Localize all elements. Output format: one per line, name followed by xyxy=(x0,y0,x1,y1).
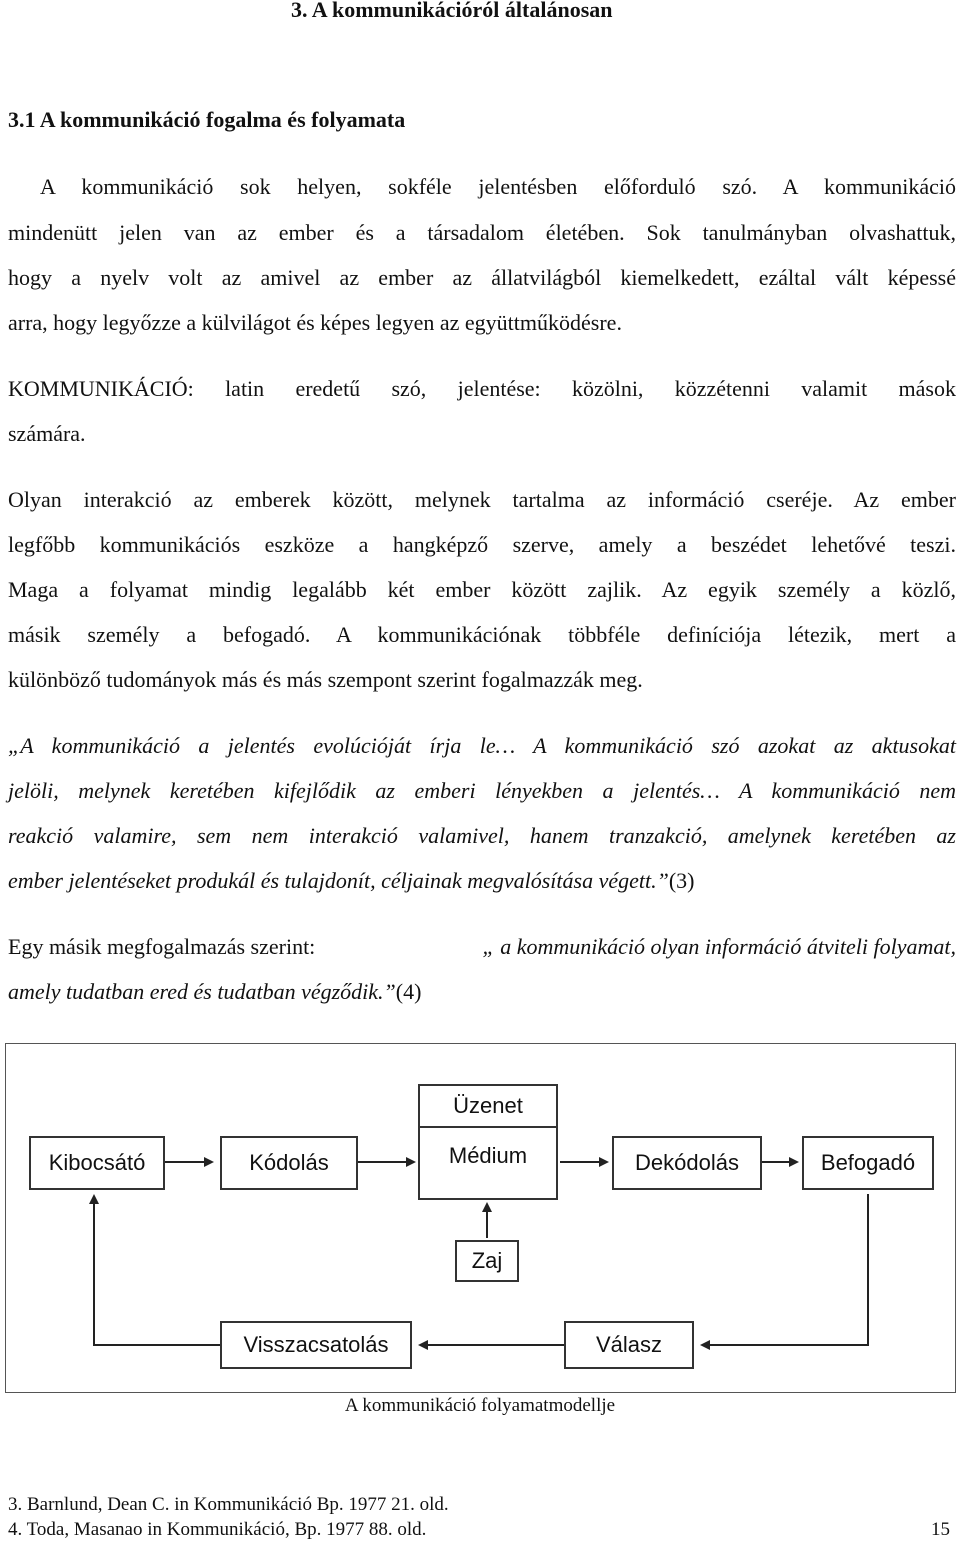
paragraph3-line: legfőbb kommunikációs eszköze a hangképző szerve, amely a beszédet lehetővé teszi. xyxy=(8,532,956,557)
quote2-intro: Egy másik megfogalmazás szerint: xyxy=(8,934,316,959)
node-medium: Médium xyxy=(448,1143,528,1168)
quote1-reference: (3) xyxy=(668,868,695,893)
paragraph1-line: mindenütt jelen van az ember és a társadalom életében. Sok tanulmányban olvashattuk, xyxy=(8,220,956,245)
footnote: 4. Toda, Masanao in Kommunikáció, Bp. 1977 88. old. xyxy=(8,1519,427,1540)
quote1-text: ember jelentéseket produkál és tulajdonít, céljainak megvalósítása végett.” xyxy=(8,868,669,893)
node-dekodolas: Dekódolás xyxy=(612,1136,762,1190)
paragraph2-line: KOMMUNIKÁCIÓ: latin eredetű szó, jelentése: közölni, közzétenni valamit mások xyxy=(8,376,956,401)
paragraph2-line: számára. xyxy=(8,421,86,446)
quote1-line: reakció valamire, sem nem interakció valamivel, hanem tranzakció, amelynek keretében az xyxy=(8,823,956,848)
diagram-caption: A kommunikáció folyamatmodellje xyxy=(344,1395,616,1416)
node-zaj: Zaj xyxy=(455,1240,519,1282)
node-befogado: Befogadó xyxy=(802,1136,934,1190)
node-uzenet: Üzenet xyxy=(420,1086,556,1128)
node-kibocsato: Kibocsátó xyxy=(29,1136,165,1190)
quote1-line: „A kommunikáció a jelentés evolúcióját írja le… A kommunikáció szó azokat az aktusokat xyxy=(8,733,956,758)
node-valasz: Válasz xyxy=(564,1321,694,1369)
page-number: 15 xyxy=(931,1519,950,1540)
quote2-text: „ a kommunikáció olyan információ átviteli folyamat, xyxy=(482,934,956,959)
chapter-title: 3. A kommunikációról általánosan xyxy=(291,0,613,22)
paragraph1-line: hogy a nyelv volt az amivel az ember az állatvilágból kiemelkedett, ezáltal vált képessé xyxy=(8,265,956,290)
paragraph1-line: A kommunikáció sok helyen, sokféle jelentésben előforduló szó. A kommunikáció xyxy=(40,174,956,199)
footnote: 3. Barnlund, Dean C. in Kommunikáció Bp. 1977 21. old. xyxy=(8,1494,449,1515)
paragraph3-line: Olyan interakció az emberek között, melynek tartalma az információ cseréje. Az ember xyxy=(8,487,956,512)
quote1-line: jelöli, melynek keretében kifejlődik az emberi lényekben a jelentés… A kommunikáció nem xyxy=(8,778,956,803)
node-kodolas: Kódolás xyxy=(220,1136,358,1190)
quote2-reference: (4) xyxy=(395,979,422,1004)
quote2-last-line xyxy=(8,977,956,1007)
quote1-last-line xyxy=(8,866,956,896)
paragraph3-line: Maga a folyamat mindig legalább két ember között zajlik. Az egyik személy a közlő, xyxy=(8,577,956,602)
paragraph3-line: különböző tudományok más és más szempont szerint fogalmazzák meg. xyxy=(8,667,643,692)
node-visszacsatolas: Visszacsatolás xyxy=(220,1321,412,1369)
quote2-text: amely tudatban ered és tudatban végződik.” xyxy=(8,979,396,1004)
paragraph1-line: arra, hogy legyőzze a külvilágot és képes legyen az együttműködésre. xyxy=(8,310,622,335)
paragraph3-line: másik személy a befogadó. A kommunikációnak többféle definíciója létezik, mert a xyxy=(8,622,956,647)
section-title: 3.1 A kommunikáció fogalma és folyamata xyxy=(8,107,406,132)
quote2-first-line xyxy=(8,932,956,962)
